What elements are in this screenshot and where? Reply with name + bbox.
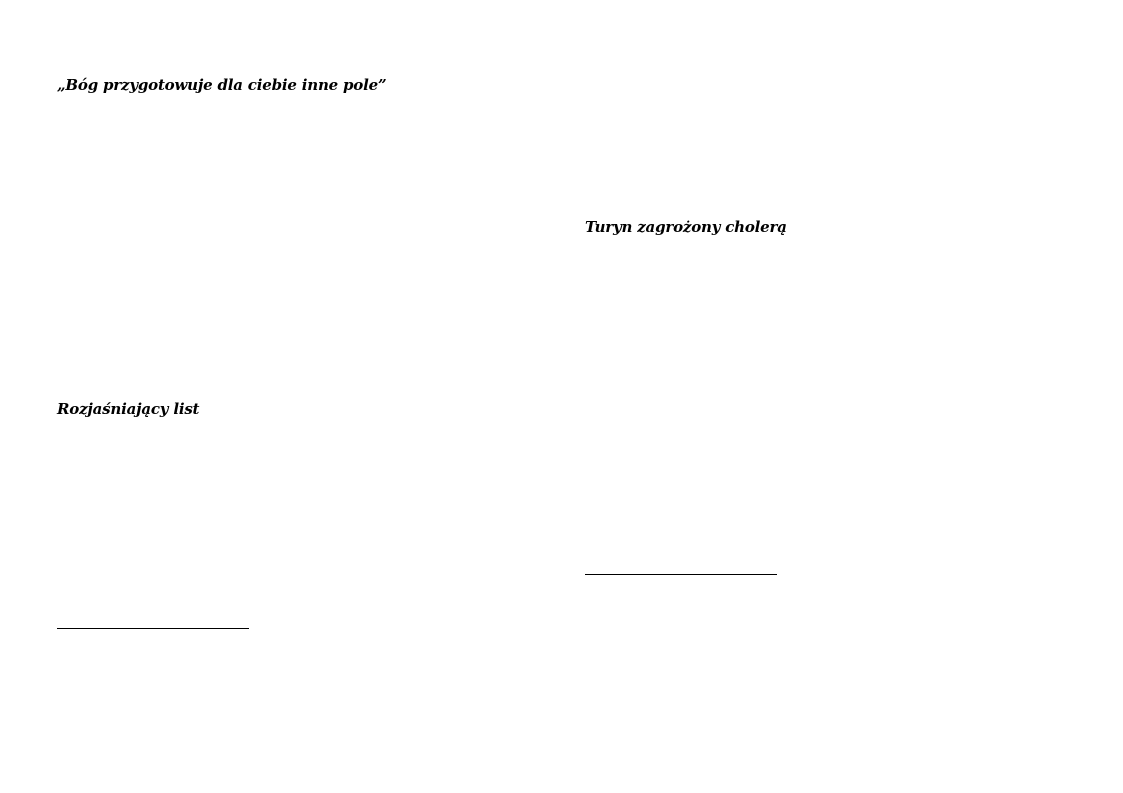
footnote-separator-left bbox=[57, 628, 249, 629]
section-heading-rozjasniajacy-list: Rozjaśniający list bbox=[57, 400, 200, 418]
section-heading-bog-przygotowuje: „Bóg przygotowuje dla ciebie inne pole” bbox=[57, 76, 387, 94]
footnote-separator-right bbox=[585, 574, 777, 575]
section-heading-turyn-zagrozony: Turyn zagrożony cholerą bbox=[585, 218, 787, 236]
